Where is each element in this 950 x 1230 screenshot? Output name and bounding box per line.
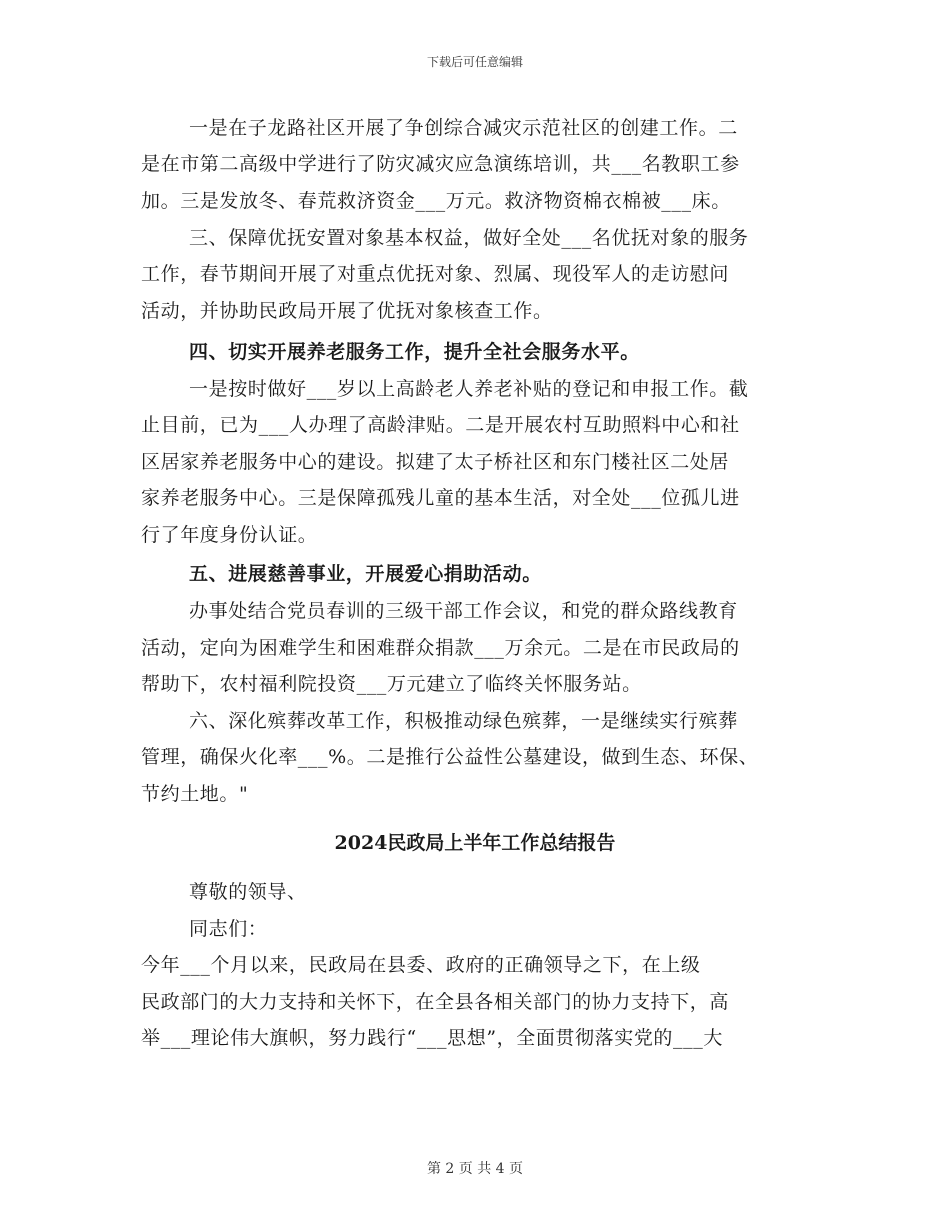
section-heading: 四、切实开展养老服务工作，提升全社会服务水平。 bbox=[189, 341, 640, 363]
section-heading: 五、进展慈善事业，开展爱心捐助活动。 bbox=[189, 563, 542, 585]
paragraph-line: 三、保障优抚安置对象基本权益，做好全处___名优抚对象的服务 bbox=[189, 227, 749, 249]
paragraph-line: 家养老服务中心。三是保障孤残儿童的基本生活，对全处___位孤儿进 bbox=[141, 487, 740, 509]
paragraph-line: 今年___个月以来，民政局在县委、政府的正确领导之下，在上级 bbox=[141, 954, 701, 976]
page-header: 下载后可任意编辑 bbox=[426, 55, 523, 69]
salutation-line: 尊敬的领导、 bbox=[189, 881, 307, 903]
paragraph-line: 一是在子龙路社区开展了争创综合减灾示范社区的创建工作。二 bbox=[189, 117, 738, 139]
paragraph-line: 加。三是发放冬、春荒救济资金___万元。救济物资棉衣棉被___床。 bbox=[141, 190, 731, 212]
paragraph-line: 帮助下，农村福利院投资___万元建立了临终关怀服务站。 bbox=[141, 673, 642, 695]
paragraph-line: 一是按时做好___岁以上高龄老人养老补贴的登记和申报工作。截 bbox=[189, 378, 749, 400]
paragraph-line: 活动，并协助民政局开展了优抚对象核查工作。 bbox=[141, 300, 553, 322]
paragraph-line: 管理，确保火化率___%。二是推行公益性公墓建设，做到生态、环保、 bbox=[141, 746, 759, 768]
paragraph-line: 行了年度身份认证。 bbox=[141, 524, 318, 546]
paragraph-line: 举___理论伟大旗帜，努力践行“___思想”，全面贯彻落实党的___大 bbox=[141, 1027, 723, 1049]
paragraph-line: 节约土地。" bbox=[141, 783, 249, 805]
document-title: 2024民政局上半年工作总结报告 bbox=[334, 832, 616, 854]
paragraph-line: 是在市第二高级中学进行了防灾减灾应急演练培训，共___名教职工参 bbox=[141, 153, 740, 175]
paragraph-line: 止目前，已为___人办理了高龄津贴。二是开展农村互助照料中心和社 bbox=[141, 414, 740, 436]
paragraph-line: 六、深化殡葬改革工作，积极推动绿色殡葬，一是继续实行殡葬 bbox=[189, 710, 738, 732]
salutation-line: 同志们： bbox=[189, 918, 268, 940]
page-footer: 第 2 页 共 4 页 bbox=[426, 1161, 524, 1177]
paragraph-line: 区居家养老服务中心的建设。拟建了太子桥社区和东门楼社区二处居 bbox=[141, 451, 730, 473]
paragraph-line: 民政部门的大力支持和关怀下，在全县各相关部门的协力支持下，高 bbox=[141, 991, 730, 1013]
paragraph-line: 工作，春节期间开展了对重点优抚对象、烈属、现役军人的走访慰问 bbox=[141, 263, 730, 285]
paragraph-line: 活动，定向为困难学生和困难群众捐款___万余元。二是在市民政局的 bbox=[141, 637, 740, 659]
paragraph-line: 办事处结合党员春训的三级干部工作会议，和党的群众路线教育 bbox=[189, 600, 738, 622]
